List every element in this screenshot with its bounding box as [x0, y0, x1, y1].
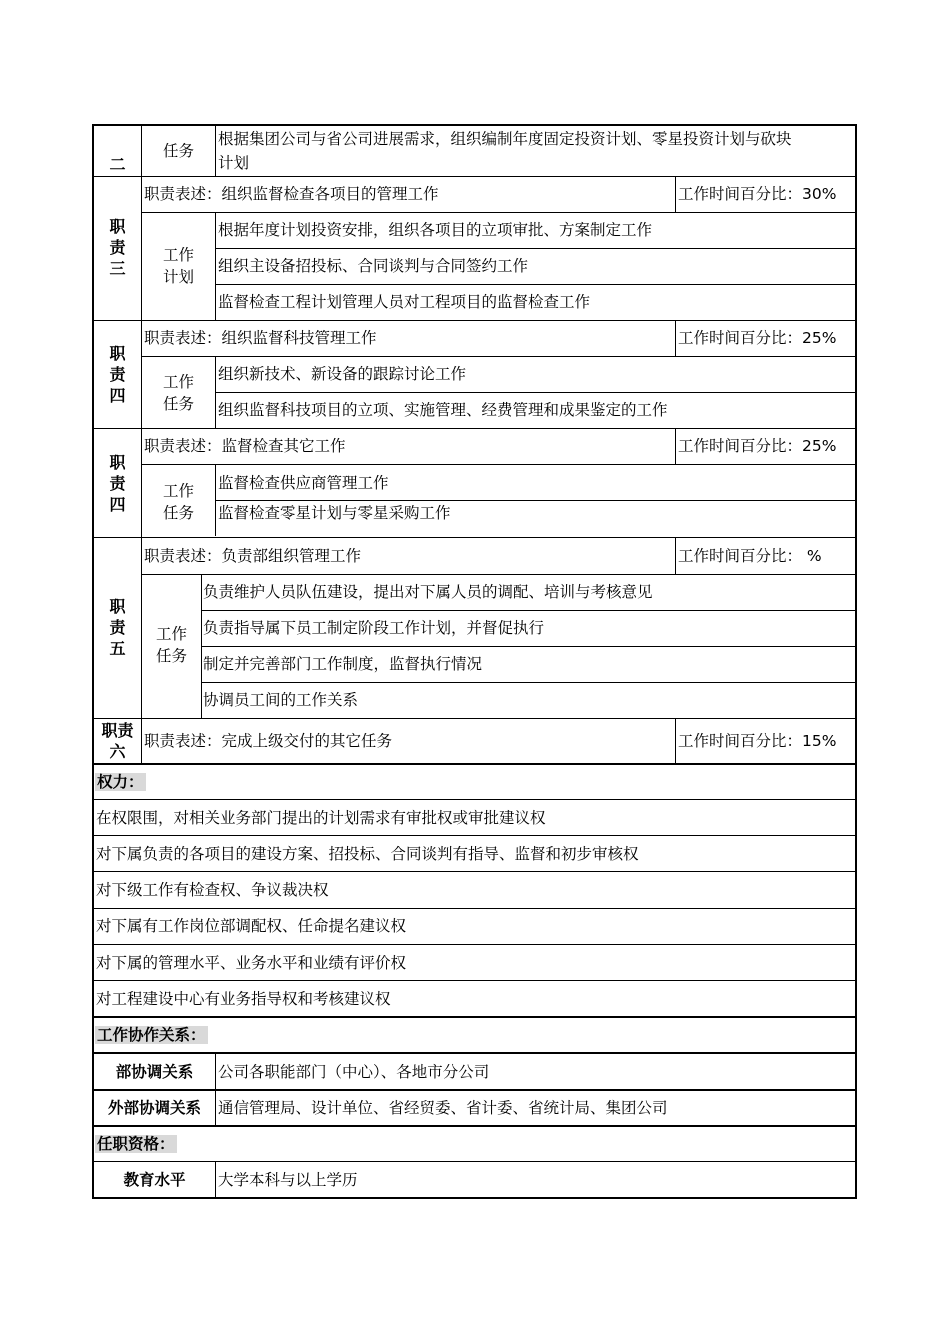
- duty-5-task-label: 工作 任务: [155, 625, 187, 665]
- authority-item-3: 对下级工作有检查权、争议裁决权: [96, 881, 329, 899]
- duty-5-label: 职 责 五: [109, 597, 126, 658]
- authority-item-5: 对下属的管理水平、业务水平和业绩有评价权: [96, 954, 407, 972]
- authority-item-2: 对下属负责的各项目的建设方案、招投标、合同谈判有指导、监督和初步审核权: [96, 845, 639, 863]
- duty-2-task-label: 任务: [162, 142, 194, 160]
- qualification-heading: [95, 1135, 177, 1153]
- duty-6-label: 职责 六: [101, 721, 134, 761]
- duty-4b-label: 职 责 四: [109, 453, 126, 514]
- duty-4b-item-2: 监督检查零星计划与零星采购工作: [218, 504, 451, 522]
- duty-4b-task-label: 工作 任务: [162, 482, 194, 522]
- duty-5-item-3: 制定并完善部门工作制度，监督执行情况: [203, 655, 483, 673]
- duty-3-plan-label: 工作 计划: [162, 246, 194, 286]
- duty-4a-item-1: 组织新技术、新设备的跟踪讨论工作: [218, 365, 467, 383]
- duty-4b-item-1: 监督检查供应商管理工作: [218, 474, 389, 492]
- internal-coordination-value: 公司各职能部门（中心）、各地市分公司: [218, 1063, 490, 1081]
- duty-3-label: 职 责 三: [109, 217, 126, 278]
- cooperation-heading-text: 工作协作关系：: [97, 1026, 206, 1044]
- authority-heading: [95, 773, 146, 791]
- duty-5-item-2: 负责指导属下员工制定阶段工作计划，并督促执行: [203, 619, 545, 637]
- duty-4b-time-percent: 工作时间百分比：25%: [678, 437, 837, 455]
- duty-3-item-3: 监督检查工程计划管理人员对工程项目的监督检查工作: [218, 293, 591, 311]
- duty-2-label: 二: [109, 155, 126, 174]
- duty-5-item-1: 负责维护人员队伍建设，提出对下属人员的调配、培训与考核意见: [203, 583, 653, 601]
- qualification-heading-text: 任职资格：: [97, 1135, 175, 1153]
- education-label: 教育水平: [123, 1171, 186, 1189]
- authority-item-6: 对工程建设中心有业务指导权和考核建议权: [96, 990, 391, 1008]
- cooperation-heading: [95, 1026, 208, 1044]
- duty-3-description: 职责表述：组织监督检查各项目的管理工作: [144, 185, 439, 203]
- duty-4a-task-label: 工作 任务: [162, 373, 194, 413]
- duty-3-item-1: 根据年度计划投资安排，组织各项目的立项审批、方案制定工作: [218, 221, 653, 239]
- duty-5-description: 职责表述：负责部组织管理工作: [144, 547, 362, 565]
- duty-2-task-text-line2: 计划: [218, 154, 250, 172]
- external-coordination-label: 外部协调关系: [107, 1099, 201, 1117]
- duty-4a-time-percent: 工作时间百分比：25%: [678, 329, 837, 347]
- duty-2-task-text-line1: 根据集团公司与省公司进展需求，组织编制年度固定投资计划、零星投资计划与砍块: [218, 130, 792, 148]
- duty-6-description: 职责表述：完成上级交付的其它任务: [144, 732, 393, 750]
- duty-4a-label: 职 责 四: [109, 344, 126, 405]
- duty-5-time-percent: 工作时间百分比： %: [678, 547, 822, 565]
- authority-item-1: 在权限围，对相关业务部门提出的计划需求有审批权或审批建议权: [96, 809, 546, 827]
- authority-item-4: 对下属有工作岗位部调配权、任命提名建议权: [96, 917, 407, 935]
- duty-4b-description: 职责表述：监督检查其它工作: [144, 437, 346, 455]
- authority-heading-text: 权力：: [97, 773, 144, 791]
- internal-coordination-label: 部协调关系: [115, 1063, 194, 1081]
- duty-3-time-percent: 工作时间百分比：30%: [678, 185, 837, 203]
- duty-5-item-4: 协调员工间的工作关系: [203, 691, 359, 709]
- duty-4a-description: 职责表述：组织监督科技管理工作: [144, 329, 377, 347]
- education-value: 大学本科与以上学历: [218, 1171, 358, 1189]
- duty-3-item-2: 组织主设备招投标、合同谈判与合同签约工作: [218, 257, 529, 275]
- external-coordination-value: 通信管理局、设计单位、省经贸委、省计委、省统计局、集团公司: [218, 1099, 668, 1117]
- duty-4a-item-2: 组织监督科技项目的立项、实施管理、经费管理和成果鉴定的工作: [218, 401, 668, 419]
- duty-6-time-percent: 工作时间百分比：15%: [678, 732, 837, 750]
